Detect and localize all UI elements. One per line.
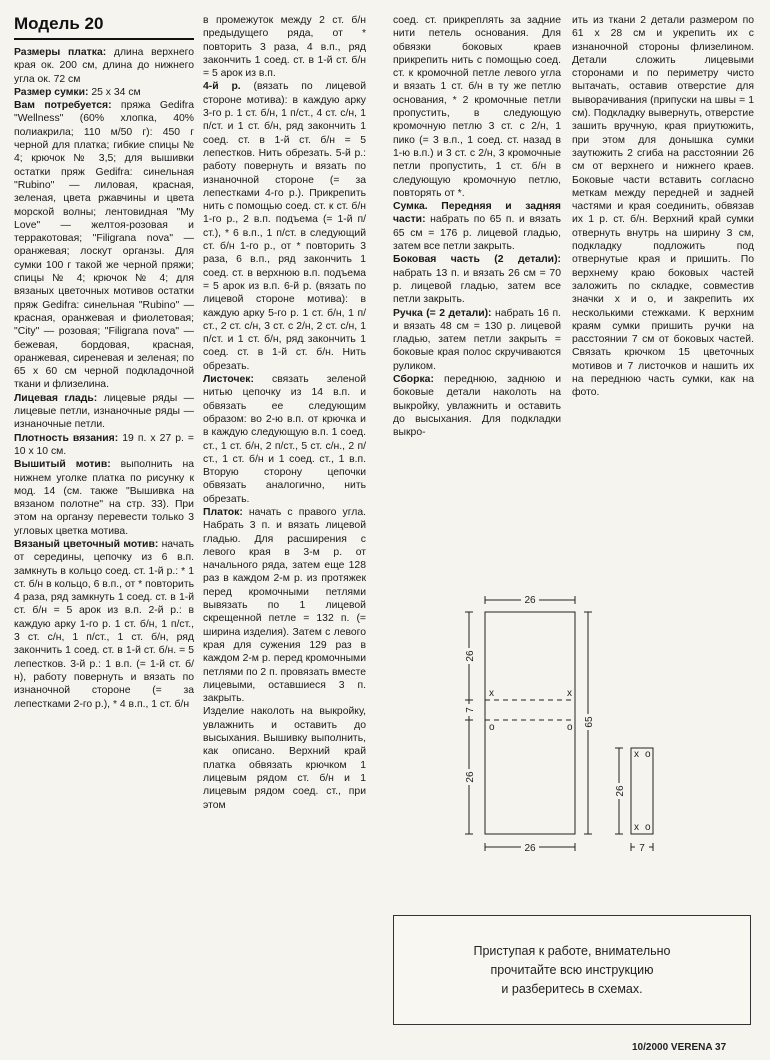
dim-segment-middle: 7 bbox=[465, 707, 476, 713]
paragraph-text: 19 п. х 27 р. = 10 х 10 см. bbox=[14, 432, 194, 457]
paragraph-heading: Боковая часть (2 детали): bbox=[393, 254, 561, 266]
paragraph bbox=[203, 373, 366, 506]
instruction-note-box bbox=[393, 915, 751, 1025]
paragraph bbox=[393, 14, 561, 200]
dim-top-width: 26 bbox=[524, 595, 536, 606]
page-title: Модель 20 bbox=[14, 14, 104, 33]
paragraph bbox=[393, 253, 561, 306]
paragraph-text: переднюю, заднюю и боковые детали наколоть на выкройку, увлажнить и оставить до высыхания. Для подкладки выкро- bbox=[393, 374, 561, 439]
paragraph-heading: Лицевая гладь: bbox=[14, 392, 98, 404]
paragraph-heading: Вязаный цветочный мотив: bbox=[14, 538, 159, 550]
note-line-1: Приступая к работе, внимательно bbox=[473, 943, 671, 958]
svg-text:x: x bbox=[567, 688, 572, 699]
paragraph-text: лицевые ряды — лицевые петли, изнаночные ряды — изнаночные петли. bbox=[14, 392, 195, 431]
paragraph-text: Изделие наколоть на выкройку, увлажнить и оставить до высыхания. Вышивку выполнить, как описано. Верхний край платка обвязать крючком 1 лицевым рядом ст. б/н и 1 лицевым рядом соед. ст., при этом bbox=[203, 706, 366, 811]
paragraph-heading: Вам потребуется: bbox=[14, 100, 112, 112]
paragraph bbox=[14, 86, 194, 99]
paragraph-heading: Сумка. Передняя и задняя части: bbox=[393, 201, 561, 226]
svg-text:o: o bbox=[645, 749, 651, 760]
paragraph-heading: Листочек: bbox=[203, 374, 254, 386]
paragraph bbox=[203, 80, 366, 373]
column-4-text bbox=[572, 14, 754, 400]
svg-text:x: x bbox=[634, 749, 639, 760]
paragraph-heading: Сборка: bbox=[393, 374, 434, 386]
paragraph bbox=[14, 458, 194, 538]
note-line-2: прочитайте всю инструкцию bbox=[490, 962, 654, 977]
paragraph-text: (вязать по лицевой стороне мотива): в каждую арку 3-го р. 1 ст. б/н, 1 п/ст., 4 ст. с/н, 1 п/ст. и 1 ст. б/н, ряд закончить 1 соед. ст. в 1-й ст. б/н = 5 лепестков. Нить обрезать. 5-й р.: работу повернуть и вязать по изнаночной стороне (= за лепестками 4-го р.). Прикрепить нить с помощью соед. ст. к ст. б/н 1-го р., 2 в.п. подъема (= 1-й п/ст.), * 6 в.п., 1 п/ст. в следующий ст. б/н 1-го р., от * повторить 3 раза, 6 в.п., ряд закончить 1 соед. ст. в верхнюю в.п. подъема = 5 арок из в.п. 6-й р. (вязать по лицевой стороне мотива): в каждую арку 5-го р. 1 ст. б/н, 1 п/ст., 2 ст. с/н, 3 ст. с 2/н, 2 ст. с/н, 1 п/ст. и 1 ст. б/н, ряд закончить 1 соед. ст. в 1-й ст. б/н. Нить обрезать. bbox=[203, 81, 366, 372]
paragraph bbox=[572, 14, 754, 400]
paragraph-heading: 4-й р. bbox=[203, 81, 241, 93]
paragraph bbox=[14, 46, 194, 86]
column-3 bbox=[393, 14, 561, 440]
column-2-text bbox=[203, 14, 366, 812]
dim-side-height: 26 bbox=[615, 785, 626, 797]
paragraph bbox=[393, 307, 561, 373]
svg-text:x: x bbox=[489, 688, 494, 699]
column-1 bbox=[14, 14, 194, 711]
paragraph-text: выполнить на нижнем уголке платка по рисунку к мод. 14 (см. также "Вышивка на вязаном полотне" на стр. 33). При этом на органзу перевести только 3 угловых цветка мотива. bbox=[14, 459, 194, 537]
bag-pattern-diagram bbox=[455, 590, 705, 865]
paragraph-heading: Размеры платка: bbox=[14, 47, 107, 58]
dim-side-width: 7 bbox=[639, 843, 645, 854]
paragraph bbox=[203, 705, 366, 811]
page-footer: 10/2000 VERENA 37 bbox=[632, 1042, 727, 1053]
paragraph-text: 25 х 34 см bbox=[88, 86, 141, 98]
paragraph-text: набрать 13 п. и вязать 26 см = 70 р. лицевой гладью, затем все петли закрыть. bbox=[393, 267, 561, 306]
paragraph bbox=[393, 373, 561, 439]
dim-segment-bottom: 26 bbox=[465, 771, 476, 783]
svg-text:o: o bbox=[489, 722, 495, 733]
paragraph-text: набрать по 65 п. и вязать 65 см = 176 р. лицевой гладью, затем все петли закрыть. bbox=[393, 214, 561, 253]
paragraph-text: набрать 16 п. и вязать 48 см = 130 р. лицевой гладью, затем петли закрыть = боковые края полос скручиваются руликом. bbox=[393, 307, 561, 372]
column-2 bbox=[203, 14, 366, 812]
note-line-3: и разберитесь в схемах. bbox=[501, 981, 643, 996]
paragraph bbox=[393, 200, 561, 253]
bag-main-piece bbox=[485, 612, 575, 834]
paragraph-text: соед. ст. прикреплять за задние нити петель основания. Для обвязки боковых краев прикрепить нить с помощью соед. ст. к кромочной петле левого угла и вязать 1 ст. б/н в ту же петлю основания, * 2 кромочные петли пропустить, в следующую кромочную петлю 3 ст. с 2/н, 1 пико (= 3 в.п., 1 соед. ст. назад в 1-ю в.п.) и 3 ст. с 2/н, 3 кромочные петли пропустить, 1 ст. б/н в следующую кромочную петлю, повторять от *. bbox=[393, 15, 561, 199]
paragraph-text: начать от середины, цепочку из 6 в.п. замкнуть в кольцо соед. ст. 1-й р.: * 1 ст. б/н в кольцо, 6 в.п., от * повторить 4 раза, ряд замкнуть 1 соед. ст. в 1-й ст. б/н = 5 арок из в.п. 2-й р.: в каждую арку 1-го р. 1 ст. б/н, 1 п/ст., 3 ст. с/н, 1 п/ст., 1 ст. б/н, ряд закончить 1 соед. ст. в 1-й ст. б/н. = 5 лепестков. 3-й р.: 1 в.п. (= 1-й ст. б/н), работу повернуть и вязать по изнаночной стороне (= за лепестками 2-го р.), * 4 в.п., 1 ст. б/н bbox=[14, 538, 194, 710]
paragraph-heading: Плотность вязания: bbox=[14, 432, 119, 444]
paragraph bbox=[14, 392, 194, 432]
paragraph-text: пряжа Gedifra "Wellness" (60% хлопка, 40% полиакрила; 110 м/50 г): 450 г черной для платка; гибкие спицы № 4; крючок № 3,5; для вышивки остатки пряж Gedifra: синельная "Rubino" — лиловая, красная, зеленая, цвета ржавчины и цвета морской волны; лентовидная "My Love" — желтоя-розовая и терракотовая; "Filigrana nova" — оранжевая; лоскут органзы. Для сумки 100 г такой же черной пряжи; спицы № 4; крючок № 4; для вязаных цветочных мотивов остатки пряж Gedifra: синельная "Rubino" — красная, оранжевая и фиолетовая; "City" — розовая; "Filigrana nova" — бежевая, бордовая, красная, оранжевая, сиреневая и зеленая; по 65 х 60 см черной подкладочной ткани и флизелина. bbox=[14, 100, 194, 391]
dim-total-height: 65 bbox=[584, 716, 595, 728]
paragraph-heading: Размер сумки: bbox=[14, 86, 89, 98]
dim-bottom-width: 26 bbox=[524, 843, 536, 854]
paragraph-text: ить из ткани 2 детали размером по 61 х 28 см и укрепить их с изнаночной стороны флизелином. Детали сложить лицевыми сторонами и по периметру чисто вытачать, оставив отверстие для выворачивания (припуски на швы = 1 см). Подкладку вывернуть, отверстие зашить вручную, края приутюжить, при этом для донышка сумки заутюжить 2 сгиба на расстоянии 26 см от верхнего и нижнего краев. Боковые части вставить согласно меткам между передней и задней частями и края соединить, обвязав их 1 р. ст. б/н. Верхний край сумки отвернуть внутрь на ширину 3 см, подкладку подложить под отвернутые края и пришить. По верхнему краю боковых частей заложить по складке, совместив значки х и о, и закрепить их несколькими стежками. К верхним краям сумки пришить ручки на расстоянии 7 см от боковых частей. Связать крючком 15 цветочных мотивов и 7 листочков и нашить их на переднюю часть сумки, как на фото. bbox=[572, 15, 754, 399]
paragraph-text: длина верхнего края ок. 200 см, длина до нижнего угла ок. 72 см bbox=[14, 47, 194, 85]
paragraph bbox=[203, 506, 366, 705]
column-1-text bbox=[14, 46, 194, 711]
paragraph-text: в промежуток между 2 ст. б/н предыдущего ряда, от * повторить 3 раза, 4 в.п., ряд закончить 1 соед. ст. в 1-й ст. б/н = 5 арок из в.п. bbox=[203, 15, 366, 80]
paragraph bbox=[14, 432, 194, 459]
paragraph-heading: Ручка (= 2 детали): bbox=[393, 307, 492, 319]
svg-text:o: o bbox=[567, 722, 573, 733]
dim-segment-top: 26 bbox=[465, 650, 476, 662]
column-3-text bbox=[393, 14, 561, 440]
paragraph-heading: Вышитый мотив: bbox=[14, 459, 111, 471]
column-4 bbox=[572, 14, 754, 400]
title-rule bbox=[14, 38, 194, 40]
paragraph-text: начать с правого угла. Набрать 3 п. и вязать лицевой гладью. Для расширения с левого края в 3-м р. от начального ряда, затем еще 128 раз в каждом 2-м р. из протяжек перед кромочными петлями вывязать по 1 лицевой скрещенной петле = 132 п. (= ширина изделия). Затем с левого края для сужения 129 раз в каждом 2-м р. перед кромочными петлями по 2 п. провязать вместе лицевыми, оставшиеся 3 п. закрыть. bbox=[203, 506, 367, 705]
paragraph-heading: Платок: bbox=[203, 506, 243, 518]
paragraph bbox=[14, 99, 194, 392]
svg-text:x: x bbox=[634, 822, 639, 833]
paragraph-text: связать зеленой нитью цепочку из 14 в.п. и обвязать ее следующим образом: во 2-ю в.п. от крючка и в каждую следующую в.п. 1 соед. ст., 1 ст. б/н, 2 п/ст., 5 ст. с/н., 2 п/ст., 1 ст. б/н и 1 соед. ст., 1 в.п. Вторую сторону цепочки обвязать аналогично, нить обрезать. bbox=[203, 374, 366, 505]
paragraph bbox=[203, 14, 366, 80]
svg-text:o: o bbox=[645, 822, 651, 833]
paragraph bbox=[14, 538, 194, 711]
